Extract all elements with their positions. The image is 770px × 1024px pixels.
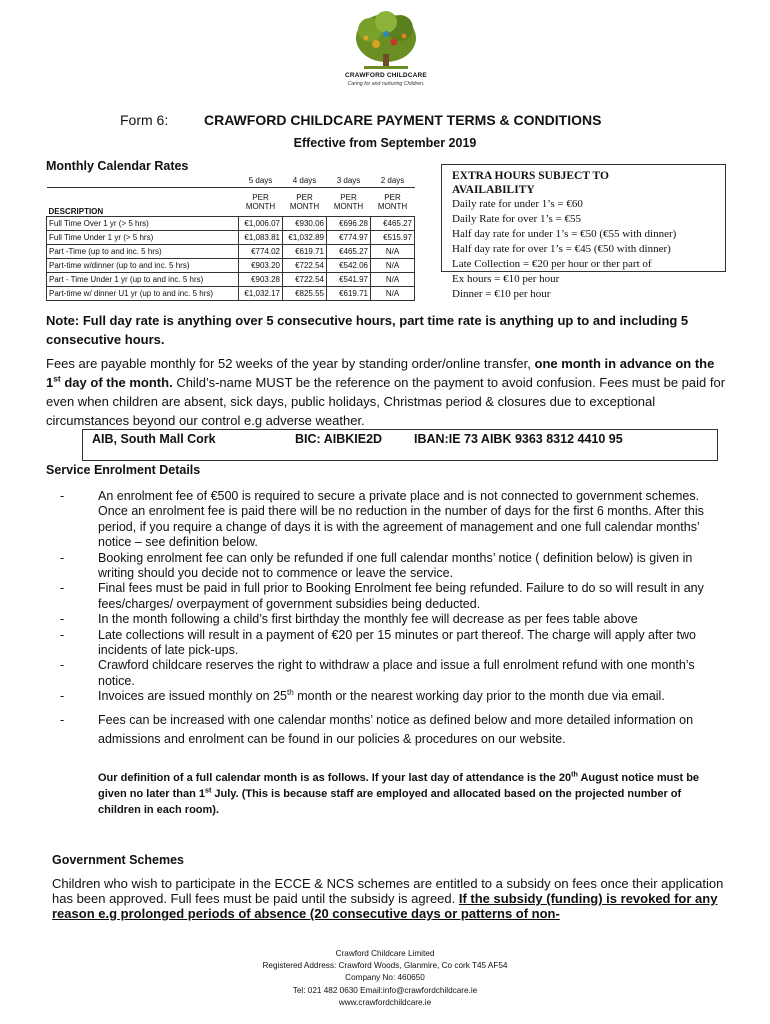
rate-cell: N/A — [371, 245, 415, 259]
bank-details — [82, 429, 718, 461]
government-heading: Government Schemes — [52, 853, 184, 867]
col-header-2days: 2 days — [371, 174, 415, 188]
rate-cell: €722.54 — [283, 273, 327, 287]
row-description: Full Time Under 1 yr (> 5 hrs) — [47, 231, 239, 245]
rate-cell: €1,032.89 — [283, 231, 327, 245]
list-item: - In the month following a child’s first birthday the monthly fee will decrease as per fees table above — [60, 612, 638, 627]
rate-cell: N/A — [371, 259, 415, 273]
footer-company-no: Company No: 460650 — [345, 973, 425, 983]
extra-rate-line: Half day rate for under 1’s = €50 (€55 with dinner) — [452, 228, 677, 240]
table-row — [47, 245, 415, 259]
tree-logo-icon — [330, 8, 442, 72]
extra-rate-line: Dinner = €10 per hour — [452, 288, 551, 300]
rate-cell: €465.27 — [371, 217, 415, 231]
row-description: Full Time Over 1 yr (> 5 hrs) — [47, 217, 239, 231]
rate-cell: N/A — [371, 273, 415, 287]
table-row — [47, 217, 415, 231]
rate-cell: €903.28 — [239, 273, 283, 287]
rate-cell: €465.27 — [327, 245, 371, 259]
footer-contact: Tel: 021 482 0630 Email:info@crawfordchildcare.ie — [292, 985, 478, 995]
per-month-label: PER MONTH — [333, 193, 364, 211]
extra-hours-heading: EXTRA HOURS SUBJECT TO — [452, 170, 609, 182]
row-description: Part-time w/ dinner U1 yr (up to and inc. 5 hrs) — [47, 287, 239, 301]
fees-paragraph: Fees are payable monthly for 52 weeks of the year by standing order/online transfer, one month in advance on the 1st day of the month. Child’s-name MUST be the reference on the payment to avoid confusion. Fees must be paid for even when children are absent, sick days, public holidays, Christmas period & closures due to exceptional circumstances beyond our control e.g adverse weather. — [46, 356, 726, 428]
row-description: Part-time w/dinner (up to and inc. 5 hrs) — [47, 259, 239, 273]
extra-hours-box — [441, 164, 726, 300]
list-item: - Late collections will result in a payment of €20 per 15 minutes or part thereof. The charge will apply after two incidents of late pick-ups. — [60, 627, 696, 658]
extra-rate-line: Half day rate for over 1’s = €45 (€50 with dinner) — [452, 243, 671, 255]
calendar-month-definition: Our definition of a full calendar month is as follows. If your last day of attendance is the 20th August notice must be given no later than 1st July. (This is because staff are employed and allocated based on the projected number of children in each room). — [98, 770, 700, 816]
rate-cell: €774.02 — [239, 245, 283, 259]
footer — [0, 948, 770, 1009]
row-description: Part -Time (up to and inc. 5 hrs) — [47, 245, 239, 259]
row-description: Part - Time Under 1 yr (up to and inc. 5 hrs) — [47, 273, 239, 287]
table-row — [47, 259, 415, 273]
rate-cell: €1,006.07 — [239, 217, 283, 231]
col-header-4days: 4 days — [283, 174, 327, 188]
table-row — [47, 231, 415, 245]
rate-cell: €903.20 — [239, 259, 283, 273]
per-month-label: PER MONTH — [245, 193, 276, 211]
rates-heading: Monthly Calendar Rates — [46, 159, 189, 173]
footer-website: www.crawfordchildcare.ie — [338, 997, 432, 1007]
rate-cell: €515.97 — [371, 231, 415, 245]
table-row — [47, 273, 415, 287]
rate-cell: €825.55 — [283, 287, 327, 301]
extra-rate-line: Ex hours = €10 per hour — [452, 273, 560, 285]
list-item: - An enrolment fee of €500 is required to secure a private place and is not connected to government schemes. Once an enrolment fee is paid there will be no reduction in the number of days for the first 6 months. After this period, if you require a change of days it is with the agreement of management and one full calendar months’ notice – see definition below. — [60, 489, 704, 550]
col-header-5days: 5 days — [239, 174, 283, 188]
extra-hours-heading: AVAILABILITY — [452, 184, 535, 196]
extra-rate-line: Daily Rate for over 1’s = €55 — [452, 213, 582, 225]
per-month-label: PER MONTH — [377, 193, 408, 211]
list-item: - Fees can be increased with one calendar months’ notice as defined below and more detailed information on admissions and enrolment can be found in our policies & procedures on our website. — [60, 712, 694, 746]
rate-cell: €1,032.17 — [239, 287, 283, 301]
list-item: - Booking enrolment fee can only be refunded if one full calendar months’ notice ( definition below) is given in writing should you decide not to commence or leave the service. — [60, 550, 693, 581]
service-heading: Service Enrolment Details — [46, 463, 201, 477]
bank-iban: IBAN:IE 73 AIBK 9363 8312 4410 95 — [414, 432, 623, 446]
footer-company: Crawford Childcare Limited — [335, 949, 435, 958]
extra-rate-line: Daily rate for under 1’s = €60 — [452, 198, 583, 210]
table-row — [47, 287, 415, 301]
service-list — [60, 489, 724, 749]
per-month-label: PER MONTH — [289, 193, 320, 211]
rate-cell: €1,083.81 — [239, 231, 283, 245]
list-item: - Crawford childcare reserves the right to withdraw a place and issue a full enrolment refund with one month’s notice. — [60, 658, 695, 688]
rate-cell: €619.71 — [283, 245, 327, 259]
rate-cell: €930.06 — [283, 217, 327, 231]
hours-note: Note: Full day rate is anything over 5 consecutive hours, part time rate is anything up to and including 5 consecutive hours. — [46, 313, 689, 347]
col-header-3days: 3 days — [327, 174, 371, 188]
government-paragraph: Children who wish to participate in the ECCE & NCS schemes are entitled to a subsidy on fees once their application has been approved. Full fees must be paid until the subsidy is agreed. If the subsidy (funding) is revoked for any reason e.g prolonged periods of absence (20 consecutive days or patterns of non- — [52, 876, 724, 921]
page-title: CRAWFORD CHILDCARE PAYMENT TERMS & CONDITIONS — [204, 112, 602, 128]
bank-name: AIB, South Mall Cork — [92, 432, 216, 446]
rate-cell: N/A — [371, 287, 415, 301]
logo-brand-text: CRAWFORD CHILDCARE — [345, 72, 427, 79]
rates-table — [46, 174, 415, 301]
logo-tagline: Caring for and nurturing Children. — [347, 81, 425, 87]
effective-date: Effective from September 2019 — [293, 136, 477, 150]
crawford-logo — [330, 8, 442, 90]
bank-bic: BIC: AIBKIE2D — [295, 432, 383, 446]
rate-cell: €541.97 — [327, 273, 371, 287]
list-item: - Invoices are issued monthly on 25th month or the nearest working day prior to the month due via email. — [60, 688, 665, 704]
rate-cell: €619.71 — [327, 287, 371, 301]
rate-cell: €774.97 — [327, 231, 371, 245]
rate-cell: €696.28 — [327, 217, 371, 231]
desc-header: DESCRIPTION — [48, 207, 104, 216]
list-item: - Final fees must be paid in full prior to Booking Enrolment fee being refunded. Failure to do so will result in any fees/charges/ overpayment of government subsidies being deducted. — [60, 581, 704, 611]
rate-cell: €542.06 — [327, 259, 371, 273]
form-label: Form 6: — [120, 112, 169, 128]
extra-rate-line: Late Collection = €20 per hour or ther part of — [452, 258, 652, 270]
footer-address: Registered Address: Crawford Woods, Glanmire, Co cork T45 AF54 — [262, 961, 508, 971]
rate-cell: €722.54 — [283, 259, 327, 273]
table-corner — [47, 174, 239, 188]
